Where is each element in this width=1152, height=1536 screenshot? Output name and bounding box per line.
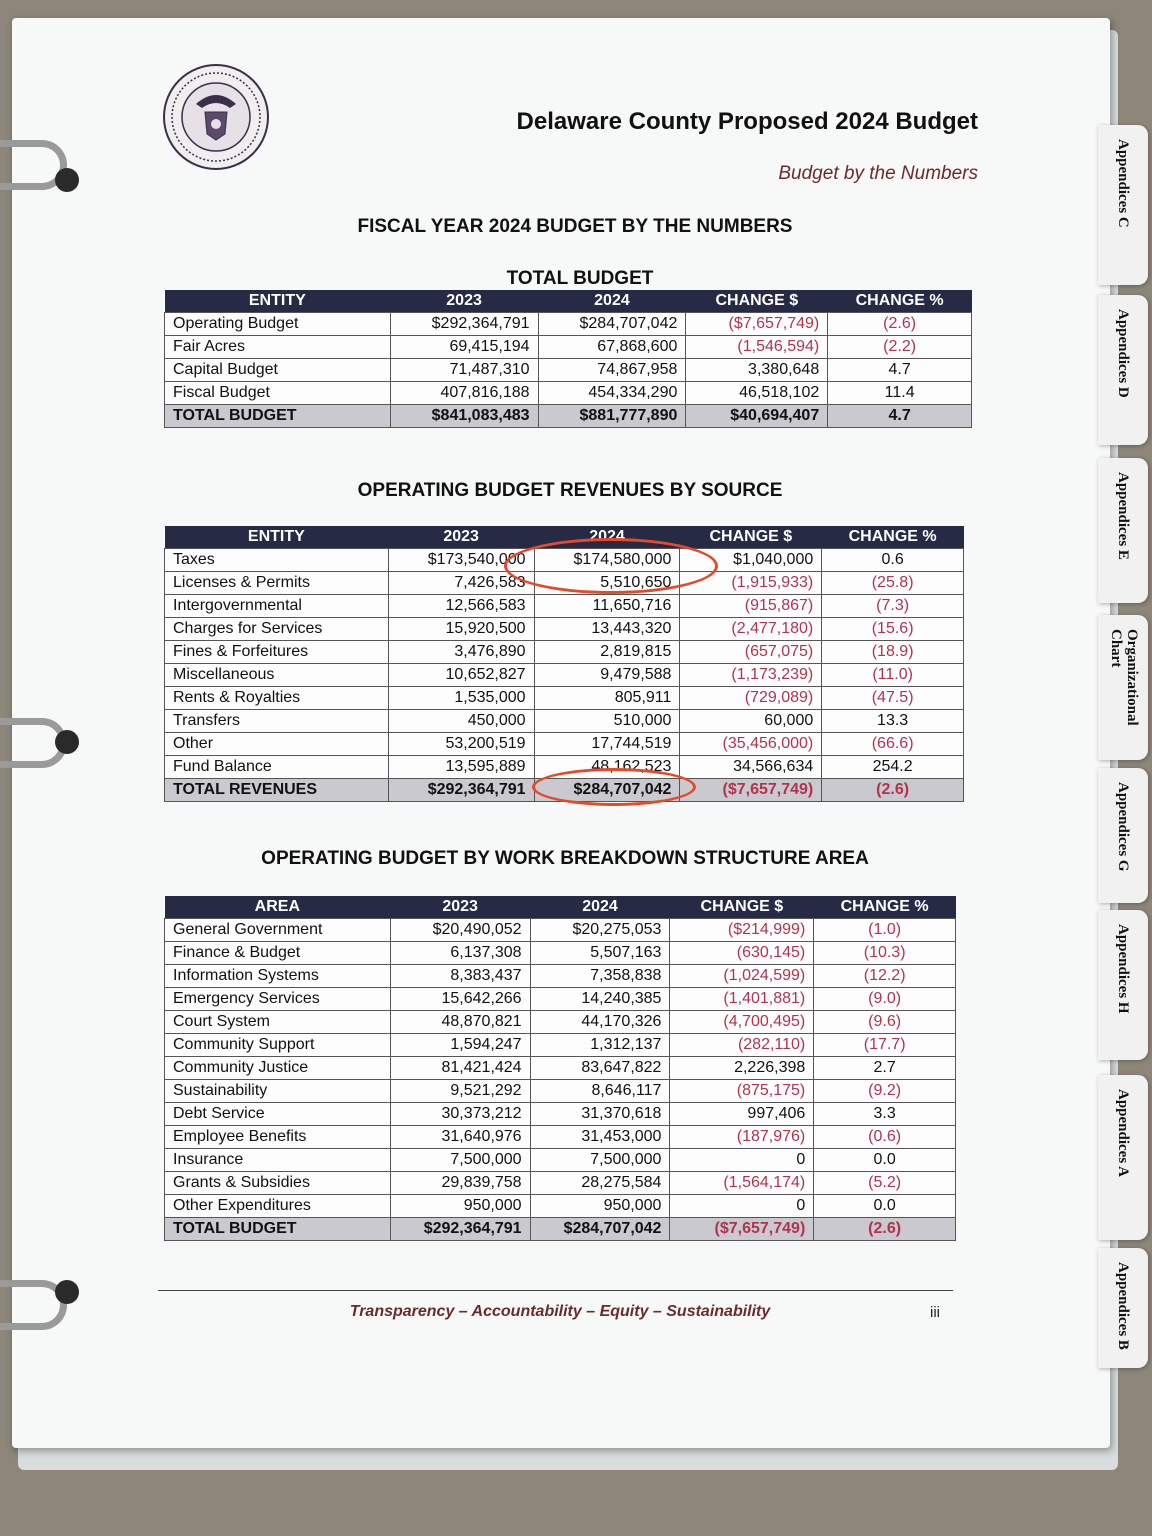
value-2023: 30,373,212: [390, 1103, 530, 1126]
change-dollars: (1,173,239): [680, 664, 822, 687]
value-2023: 13,595,889: [388, 756, 534, 779]
column-header: AREA: [165, 896, 391, 919]
value-2024: 31,453,000: [530, 1126, 670, 1149]
value-2024: 1,312,137: [530, 1034, 670, 1057]
table-row: [165, 988, 956, 1011]
total-budget-heading: TOTAL BUDGET: [506, 268, 654, 289]
value-2023: 7,500,000: [390, 1149, 530, 1172]
table-row: [165, 942, 956, 965]
change-percent: 13.3: [822, 710, 964, 733]
value-2023: 6,137,308: [390, 942, 530, 965]
value-2023: 3,476,890: [388, 641, 534, 664]
change-dollars: (729,089): [680, 687, 822, 710]
table-row: [165, 1011, 956, 1034]
change-dollars: (2,477,180): [680, 618, 822, 641]
change-percent: (2.2): [828, 336, 972, 359]
change-dollars: ($7,657,749): [680, 779, 822, 802]
change-dollars: 60,000: [680, 710, 822, 733]
value-2024: 48,162,523: [534, 756, 680, 779]
row-label: Capital Budget: [165, 359, 391, 382]
row-label: Court System: [165, 1011, 391, 1034]
tab-appendices-e[interactable]: [1098, 458, 1148, 603]
county-seal-icon: [163, 64, 269, 170]
change-percent: 0.0: [814, 1149, 956, 1172]
value-2024: 13,443,320: [534, 618, 680, 641]
value-2024: 14,240,385: [530, 988, 670, 1011]
change-dollars: $40,694,407: [686, 405, 828, 428]
change-dollars: (1,024,599): [670, 965, 814, 988]
table-row: [165, 618, 964, 641]
tab-label: Organizational Chart: [1108, 629, 1140, 726]
total-row: [165, 405, 972, 428]
value-2023: 12,566,583: [388, 595, 534, 618]
row-label: Sustainability: [165, 1080, 391, 1103]
value-2024: 17,744,519: [534, 733, 680, 756]
tab-label: Appendices H: [1115, 924, 1131, 1014]
value-2024: $174,580,000: [534, 549, 680, 572]
row-label: Licenses & Permits: [165, 572, 389, 595]
value-2023: $841,083,483: [390, 405, 538, 428]
value-2024: 74,867,958: [538, 359, 686, 382]
table-row: [165, 733, 964, 756]
table-row: [165, 1080, 956, 1103]
row-label: Grants & Subsidies: [165, 1172, 391, 1195]
table-row: [165, 1034, 956, 1057]
change-dollars: (1,546,594): [686, 336, 828, 359]
change-dollars: (1,564,174): [670, 1172, 814, 1195]
value-2024: $20,275,053: [530, 919, 670, 942]
column-header: CHANGE %: [814, 896, 956, 919]
total-row: [165, 1218, 956, 1241]
row-label: Insurance: [165, 1149, 391, 1172]
row-label: Fund Balance: [165, 756, 389, 779]
row-label: Fair Acres: [165, 336, 391, 359]
row-label: Emergency Services: [165, 988, 391, 1011]
change-percent: (17.7): [814, 1034, 956, 1057]
change-percent: (7.3): [822, 595, 964, 618]
change-percent: (25.8): [822, 572, 964, 595]
value-2023: 407,816,188: [390, 382, 538, 405]
table-row: [165, 359, 972, 382]
column-header: 2024: [538, 290, 686, 313]
tab-appendices-c[interactable]: [1098, 125, 1148, 285]
column-header: 2024: [530, 896, 670, 919]
row-label: Taxes: [165, 549, 389, 572]
change-percent: (9.6): [814, 1011, 956, 1034]
change-percent: 0.6: [822, 549, 964, 572]
table-row: [165, 687, 964, 710]
tab-appendices-d[interactable]: [1098, 295, 1148, 445]
tab-label: Appendices D: [1115, 309, 1131, 398]
revenues-heading: OPERATING BUDGET REVENUES BY SOURCE: [357, 480, 783, 501]
change-dollars: 0: [670, 1149, 814, 1172]
total-budget-table: [164, 290, 972, 428]
column-header: 2023: [388, 526, 534, 549]
row-label: Rents & Royalties: [165, 687, 389, 710]
value-2024: $284,707,042: [534, 779, 680, 802]
table-row: [165, 336, 972, 359]
change-percent: 3.3: [814, 1103, 956, 1126]
table-row: [165, 965, 956, 988]
change-dollars: 46,518,102: [686, 382, 828, 405]
column-header: 2024: [534, 526, 680, 549]
value-2024: 83,647,822: [530, 1057, 670, 1080]
change-percent: (2.6): [814, 1218, 956, 1241]
value-2024: 28,275,584: [530, 1172, 670, 1195]
table-row: [165, 1172, 956, 1195]
row-label: Community Support: [165, 1034, 391, 1057]
row-label: Other: [165, 733, 389, 756]
value-2023: 15,642,266: [390, 988, 530, 1011]
value-2024: 7,358,838: [530, 965, 670, 988]
change-percent: 4.7: [828, 359, 972, 382]
value-2024: 44,170,326: [530, 1011, 670, 1034]
table-row: [165, 664, 964, 687]
value-2023: 950,000: [390, 1195, 530, 1218]
footer-divider: [158, 1290, 953, 1291]
row-label: General Government: [165, 919, 391, 942]
row-label: Employee Benefits: [165, 1126, 391, 1149]
change-percent: (66.6): [822, 733, 964, 756]
row-label: Miscellaneous: [165, 664, 389, 687]
change-dollars: ($7,657,749): [670, 1218, 814, 1241]
table-row: [165, 313, 972, 336]
change-percent: (2.6): [822, 779, 964, 802]
annotation-circle-taxes: [504, 538, 718, 594]
column-header: ENTITY: [165, 526, 389, 549]
change-percent: 4.7: [828, 405, 972, 428]
tab-organizational-chart[interactable]: [1098, 615, 1148, 760]
tab-label: Appendices G: [1115, 782, 1131, 872]
value-2023: 71,487,310: [390, 359, 538, 382]
change-percent: (2.6): [828, 313, 972, 336]
change-dollars: (4,700,495): [670, 1011, 814, 1034]
value-2023: 1,594,247: [390, 1034, 530, 1057]
value-2024: 7,500,000: [530, 1149, 670, 1172]
value-2024: 2,819,815: [534, 641, 680, 664]
punch-hole-top: [55, 168, 79, 192]
value-2024: $284,707,042: [530, 1218, 670, 1241]
table-row: [165, 1149, 956, 1172]
row-label: Information Systems: [165, 965, 391, 988]
change-dollars: 2,226,398: [670, 1057, 814, 1080]
value-2023: 8,383,437: [390, 965, 530, 988]
punch-hole-middle: [55, 730, 79, 754]
punch-hole-bottom: [55, 1280, 79, 1304]
value-2023: 81,421,424: [390, 1057, 530, 1080]
value-2023: 10,652,827: [388, 664, 534, 687]
tab-appendices-h[interactable]: [1098, 910, 1148, 1060]
row-label: Operating Budget: [165, 313, 391, 336]
wbs-heading: OPERATING BUDGET BY WORK BREAKDOWN STRUCTURE AREA: [261, 848, 869, 869]
tab-label: Appendices C: [1115, 139, 1131, 228]
change-dollars: 34,566,634: [680, 756, 822, 779]
column-header: CHANGE $: [686, 290, 828, 313]
change-dollars: (875,175): [670, 1080, 814, 1103]
row-label: Fiscal Budget: [165, 382, 391, 405]
annotation-circle-fund-balance: [532, 768, 696, 806]
value-2023: $292,364,791: [390, 313, 538, 336]
row-label: Transfers: [165, 710, 389, 733]
change-dollars: $1,040,000: [680, 549, 822, 572]
value-2023: 15,920,500: [388, 618, 534, 641]
value-2023: 31,640,976: [390, 1126, 530, 1149]
value-2024: $284,707,042: [538, 313, 686, 336]
change-percent: 2.7: [814, 1057, 956, 1080]
value-2023: $292,364,791: [390, 1218, 530, 1241]
change-dollars: (282,110): [670, 1034, 814, 1057]
table-row: [165, 919, 956, 942]
change-dollars: 0: [670, 1195, 814, 1218]
value-2023: 69,415,194: [390, 336, 538, 359]
value-2024: $881,777,890: [538, 405, 686, 428]
table-row: [165, 1103, 956, 1126]
value-2023: 48,870,821: [390, 1011, 530, 1034]
value-2024: 950,000: [530, 1195, 670, 1218]
table-row: [165, 382, 972, 405]
value-2024: 510,000: [534, 710, 680, 733]
change-dollars: ($7,657,749): [686, 313, 828, 336]
value-2024: 5,510,650: [534, 572, 680, 595]
row-label: TOTAL BUDGET: [165, 405, 391, 428]
change-percent: (10.3): [814, 942, 956, 965]
document-title: Delaware County Proposed 2024 Budget: [516, 108, 978, 135]
footer-tagline: Transparency – Accountability – Equity – Sustainability: [349, 1303, 771, 1320]
value-2023: 1,535,000: [388, 687, 534, 710]
row-label: Charges for Services: [165, 618, 389, 641]
change-dollars: (657,075): [680, 641, 822, 664]
document-subtitle: Budget by the Numbers: [778, 163, 978, 184]
value-2024: 805,911: [534, 687, 680, 710]
value-2024: 67,868,600: [538, 336, 686, 359]
tab-label: Appendices E: [1115, 472, 1131, 560]
value-2023: 53,200,519: [388, 733, 534, 756]
table-row: [165, 710, 964, 733]
value-2023: $20,490,052: [390, 919, 530, 942]
column-header: 2023: [390, 290, 538, 313]
change-percent: 11.4: [828, 382, 972, 405]
row-label: Other Expenditures: [165, 1195, 391, 1218]
change-percent: (9.0): [814, 988, 956, 1011]
change-percent: 0.0: [814, 1195, 956, 1218]
column-header: 2023: [390, 896, 530, 919]
column-header: CHANGE %: [822, 526, 964, 549]
change-percent: (5.2): [814, 1172, 956, 1195]
change-percent: (47.5): [822, 687, 964, 710]
tab-label: Appendices B: [1115, 1262, 1131, 1350]
page-number: iii: [930, 1304, 940, 1321]
value-2024: 9,479,588: [534, 664, 680, 687]
change-percent: (0.6): [814, 1126, 956, 1149]
value-2024: 8,646,117: [530, 1080, 670, 1103]
row-label: Debt Service: [165, 1103, 391, 1126]
change-dollars: (630,145): [670, 942, 814, 965]
column-header: CHANGE $: [670, 896, 814, 919]
table-header-row: [165, 896, 956, 919]
row-label: TOTAL REVENUES: [165, 779, 389, 802]
table-row: [165, 595, 964, 618]
change-dollars: (1,401,881): [670, 988, 814, 1011]
table-row: [165, 1126, 956, 1149]
value-2023: $173,540,000: [388, 549, 534, 572]
tab-appendices-a[interactable]: [1098, 1075, 1148, 1240]
change-percent: (12.2): [814, 965, 956, 988]
change-dollars: (1,915,933): [680, 572, 822, 595]
row-label: Finance & Budget: [165, 942, 391, 965]
value-2024: 454,334,290: [538, 382, 686, 405]
change-dollars: ($214,999): [670, 919, 814, 942]
change-dollars: 3,380,648: [686, 359, 828, 382]
table-row: [165, 1195, 956, 1218]
change-percent: (9.2): [814, 1080, 956, 1103]
value-2023: 29,839,758: [390, 1172, 530, 1195]
table-row: [165, 641, 964, 664]
change-percent: (15.6): [822, 618, 964, 641]
tab-label: Appendices A: [1115, 1089, 1131, 1177]
wbs-table: [164, 896, 956, 1241]
row-label: Intergovernmental: [165, 595, 389, 618]
value-2023: $292,364,791: [388, 779, 534, 802]
value-2023: 450,000: [388, 710, 534, 733]
value-2024: 11,650,716: [534, 595, 680, 618]
value-2023: 9,521,292: [390, 1080, 530, 1103]
value-2023: 7,426,583: [388, 572, 534, 595]
change-dollars: 997,406: [670, 1103, 814, 1126]
tab-appendices-b[interactable]: [1098, 1248, 1148, 1368]
change-percent: (18.9): [822, 641, 964, 664]
value-2024: 31,370,618: [530, 1103, 670, 1126]
change-dollars: (35,456,000): [680, 733, 822, 756]
change-percent: 254.2: [822, 756, 964, 779]
value-2024: 5,507,163: [530, 942, 670, 965]
main-heading: FISCAL YEAR 2024 BUDGET BY THE NUMBERS: [357, 216, 793, 237]
change-dollars: (915,867): [680, 595, 822, 618]
row-label: Fines & Forfeitures: [165, 641, 389, 664]
column-header: ENTITY: [165, 290, 391, 313]
column-header: CHANGE %: [828, 290, 972, 313]
change-percent: (11.0): [822, 664, 964, 687]
row-label: Community Justice: [165, 1057, 391, 1080]
change-dollars: (187,976): [670, 1126, 814, 1149]
tab-appendices-g[interactable]: [1098, 768, 1148, 903]
table-row: [165, 1057, 956, 1080]
column-header: CHANGE $: [680, 526, 822, 549]
table-header-row: [165, 290, 972, 313]
change-percent: (1.0): [814, 919, 956, 942]
row-label: TOTAL BUDGET: [165, 1218, 391, 1241]
